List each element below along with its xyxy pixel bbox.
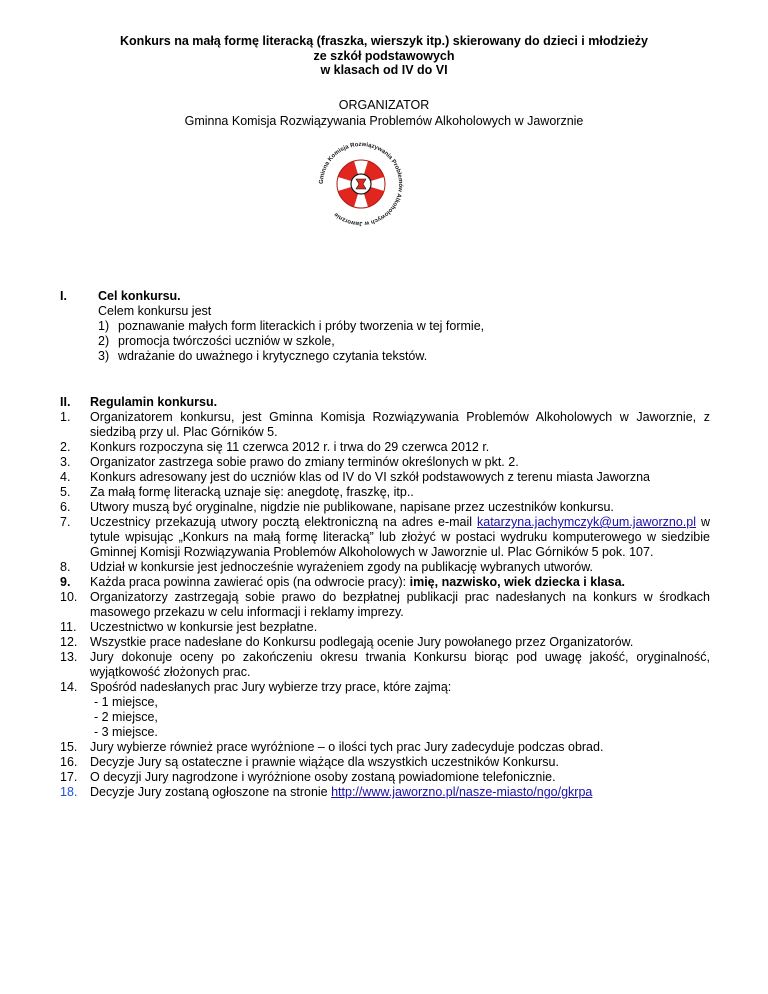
lifebuoy-logo-icon	[316, 140, 406, 228]
rule-item: 16. Decyzje Jury są ostateczne i prawnie wiążące dla wszystkich uczestników Konkursu.	[60, 755, 559, 769]
organizer-block	[60, 97, 708, 129]
rule-item: 2. Konkurs rozpoczyna się 11 czerwca 2012 r. i trwa do 29 czerwca 2012 r.	[60, 440, 490, 454]
list-item: 3) wdrażanie do uważnego i krytycznego czytania tekstów.	[98, 349, 428, 363]
rule-item: 17. O decyzji Jury nagrodzone i wyróżnione osoby zostaną powiadomione telefonicznie.	[60, 770, 556, 784]
title-line-1: Konkurs na małą formę literacką (fraszka, wierszyk itp.) skierowany do dzieci i młodzieży	[120, 34, 648, 48]
rule-item: 10. Organizatorzy zastrzegają sobie prawo do bezpłatnej publikacji prac nadesłanych na konkurs w środkach masowego przekazu w celu informacji i reklamy imprezy.	[60, 590, 710, 619]
place-3: - 3 miejsce.	[94, 725, 158, 739]
rule-item: 7. Uczestnicy przekazują utwory pocztą elektroniczną na adres e-mail katarzyna.jachymczyk@um.jaworzno.pl w tytule wpisując „Konkurs na małą formę literacką” lub złożyć w postaci wydruku komputerowego w siedzibie Gminnej Komisji Rozwiązywania Problemów Alkoholowych w Jaworznie ul. Plac Górników 5 pok. 107.	[60, 515, 710, 559]
title-line-2: ze szkół podstawowych	[313, 48, 455, 63]
document-title	[60, 34, 708, 78]
organizer-name: Gminna Komisja Rozwiązywania Problemów Alkoholowych w Jaworznie	[184, 114, 584, 128]
gkrpa-website-link[interactable]: http://www.jaworzno.pl/nasze-miasto/ngo/gkrpa	[331, 785, 593, 799]
logo-ring-text: Gminna Komisja Rozwiązywania Problemów Alkoholowych w Jaworznie	[318, 141, 404, 227]
list-item: 1) poznawanie małych form literackich i próby tworzenia w tej formie,	[98, 319, 485, 333]
organizer-label: ORGANIZATOR	[338, 98, 430, 112]
title-line-3: w klasach od IV do VI	[320, 63, 448, 77]
list-item: 2) promocja twórczości uczniów w szkole,	[98, 334, 335, 348]
rule-item: 4. Konkurs adresowany jest do uczniów klas od IV do VI szkół podstawowych z terenu miasta Jaworzna	[60, 470, 650, 484]
rule-item: 15. Jury wybierze również prace wyróżnione – o ilości tych prac Jury zadecyduje podczas obrad.	[60, 740, 604, 754]
rule-item: 12. Wszystkie prace nadesłane do Konkursu podlegają ocenie Jury powołanego przez Organizatorów.	[60, 635, 634, 649]
rule-item: 9. Każda praca powinna zawierać opis (na odwrocie pracy): imię, nazwisko, wiek dziecka i klasa.	[60, 575, 625, 589]
section-intro: Celem konkursu jest	[98, 304, 212, 318]
rule-item: 5. Za małą formę literacką uznaje się: anegdotę, fraszkę, itp..	[60, 485, 414, 499]
section-number: I.	[60, 289, 67, 303]
rule-item: 1. Organizatorem konkursu, jest Gminna Komisja Rozwiązywania Problemów Alkoholowych w Jaworznie, z siedzibą przy ul. Plac Górników 5.	[60, 410, 710, 439]
section-goal	[60, 289, 720, 364]
section-rules	[60, 395, 710, 800]
place-1: - 1 miejsce,	[94, 695, 158, 709]
section-title: Cel konkursu.	[98, 289, 181, 303]
rule-item: 8. Udział w konkursie jest jednocześnie wyrażeniem zgody na publikację wybranych utworów.	[60, 560, 594, 574]
rule-item: 14. Spośród nadesłanych prac Jury wybierze trzy prace, które zajmą:	[60, 680, 452, 694]
gkrpa-logo	[316, 140, 406, 228]
rule-item: 3. Organizator zastrzega sobie prawo do zmiany terminów określonych w pkt. 2.	[60, 455, 519, 469]
section-number: II.	[60, 395, 71, 409]
rule-item: 11. Uczestnictwo w konkursie jest bezpłatne.	[60, 620, 318, 634]
rule-item: 6. Utwory muszą być oryginalne, nigdzie nie publikowane, napisane przez uczestników konkursu.	[60, 500, 614, 514]
rule-item: 13. Jury dokonuje oceny po zakończeniu okresu trwania Konkursu biorąc pod uwagę jakość, oryginalność, wyjątkowość złożonych prac.	[60, 650, 710, 679]
rule-item: 18. Decyzje Jury zostaną ogłoszone na stronie http://www.jaworzno.pl/nasze-miasto/ngo/gkrpa	[60, 785, 593, 799]
section-title: Regulamin konkursu.	[90, 395, 218, 409]
email-link[interactable]: katarzyna.jachymczyk@um.jaworzno.pl	[477, 515, 697, 529]
place-2: - 2 miejsce,	[94, 710, 158, 724]
